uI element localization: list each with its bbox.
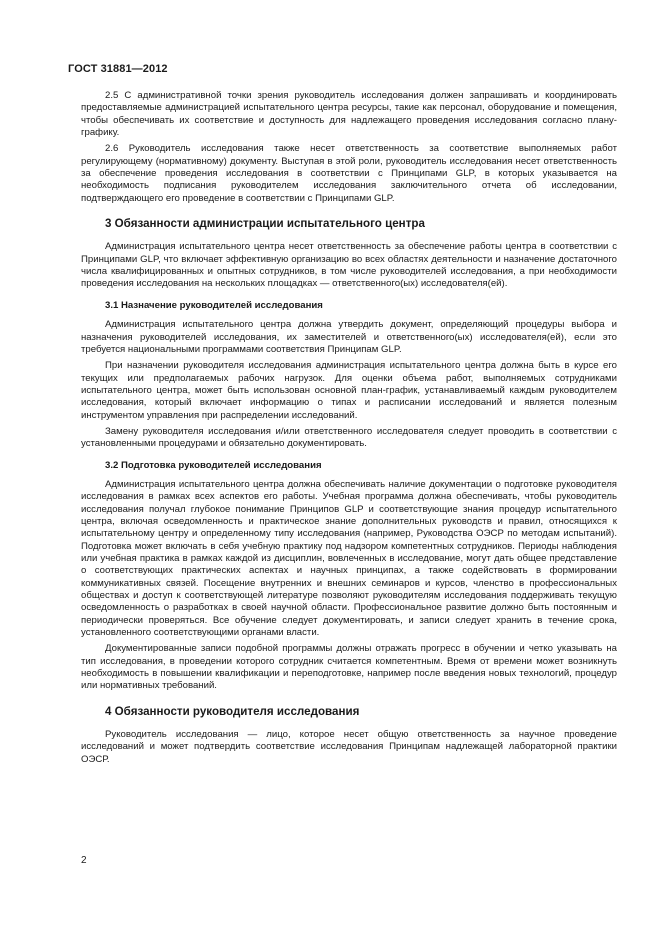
paragraph-2-6: 2.6 Руководитель исследования также несет ответственность за соответствие выполняемых работ регулирующему (нормативному) документу. Выступая в этой роли, руководитель исследования несет ответственность за обеспечение проведения исследования в соответствии с Принципами GLP, в которых указывается на необходимость подписания руководителем исследования заключительного отчета об исследовании, подтверждающего его проведение в соответствии с Принципами GLP.	[81, 143, 617, 204]
standard-header: ГОСТ 31881—2012	[68, 63, 168, 75]
page-number: 2	[81, 855, 87, 866]
subsection-3-2-paragraph: Администрация испытательного центра должна обеспечивать наличие документации о подготовке руководителя исследования в рамках всех аспектов его работы. Учебная программа должна обеспечивать, чтобы руководитель исследования получал глубокое понимание Принципов GLP и соответствующие знания процедур испытательного центра, включая осведомленность и практическое знание дополнительных руководств и правил, относящихся к испытательному центру и определенному типу исследования (например, Руководства ОЭСР по методам испытаний). Подготовка может включать в себя учебную практику под надзором компетентных сотрудников. Периоды наблюдения или учебная практика в рамках каждой из дисциплин, вовлеченных в исследование, могут дать общее представление о соответствующих практических аспектах и научных принципах, а также содействовать в формировании коммуникативных связей. Посещение внутренних и внешних семинаров и курсов, членство в профессиональных обществах и доступ к соответствующей литературе позволяют руководителям исследования поддерживать текущую осведомленность о разработках в своей научной области. Профессиональное развитие должно быть постоянным и периодически проверяться. Все обучение следует документировать, и записи следует хранить в течение срока, установленного соответствующими органами власти.	[81, 478, 617, 639]
paragraph-2-5: 2.5 С административной точки зрения руководитель исследования должен запрашивать и координировать предоставляемые администрацией испытательного центра ресурсы, такие как персонал, оборудование и помещения, чтобы обеспечивать их соответствие и доступность для надлежащего проведения исследования согласно плану-графику.	[81, 90, 617, 139]
section-3-heading: 3 Обязанности администрации испытательного центра	[105, 217, 425, 231]
section-4-heading: 4 Обязанности руководителя исследования	[105, 704, 360, 718]
subsection-3-1-paragraph: Замену руководителя исследования и/или ответственного исследователя следует проводить в соответствии с установленными процедурами и обязательно документировать.	[81, 425, 617, 450]
document-body	[81, 90, 617, 766]
subsection-3-1-paragraph: При назначении руководителя исследования администрация испытательного центра должна быть в курсе его текущих или предполагаемых рабочих нагрузок. Для оценки объема работ, выполняемых сотрудниками испытательного центра, может быть использован основной план-график, устанавливаемый каждым руководителем исследования, который включает информацию о типах и расписании исследований и является полезным инструментом управления при распределении исследований.	[81, 360, 617, 421]
subsection-3-2-paragraph: Документированные записи подобной программы должны отражать прогресс в обучении и четко указывать на тип исследования, в проведении которого сотрудник считается компетентным. Время от времени может возникнуть необходимость в повышении квалификации и переподготовке, например после введения новых технологий, процедур или нормативных требований.	[81, 643, 617, 692]
section-3-paragraph: Администрация испытательного центра несет ответственность за обеспечение работы центра в соответствии с Принципами GLP, что включает эффективную организацию во всех областях деятельности и назначение достаточного числа квалифицированных и опытных сотрудников, в том числе руководителей исследования, а при необходимости проведения исследования на нескольких площадках — ответственного(ых) исследователя(ей).	[81, 241, 617, 290]
section-4-paragraph: Руководитель исследования — лицо, которое несет общую ответственность за научное проведение исследований и может подтвердить соответствие исследования Принципам надлежащей лабораторной практики ОЭСР.	[81, 729, 617, 765]
subsection-3-2-heading: 3.2 Подготовка руководителей исследования	[105, 459, 322, 471]
subsection-3-1-heading: 3.1 Назначение руководителей исследования	[105, 299, 323, 311]
subsection-3-1-paragraph: Администрация испытательного центра должна утвердить документ, определяющий процедуры выбора и назначения руководителей исследования, их заместителей и ответственного(ых) исследователя(ей), если это требуется национальными программами соответствия Принципам GLP.	[81, 319, 617, 355]
